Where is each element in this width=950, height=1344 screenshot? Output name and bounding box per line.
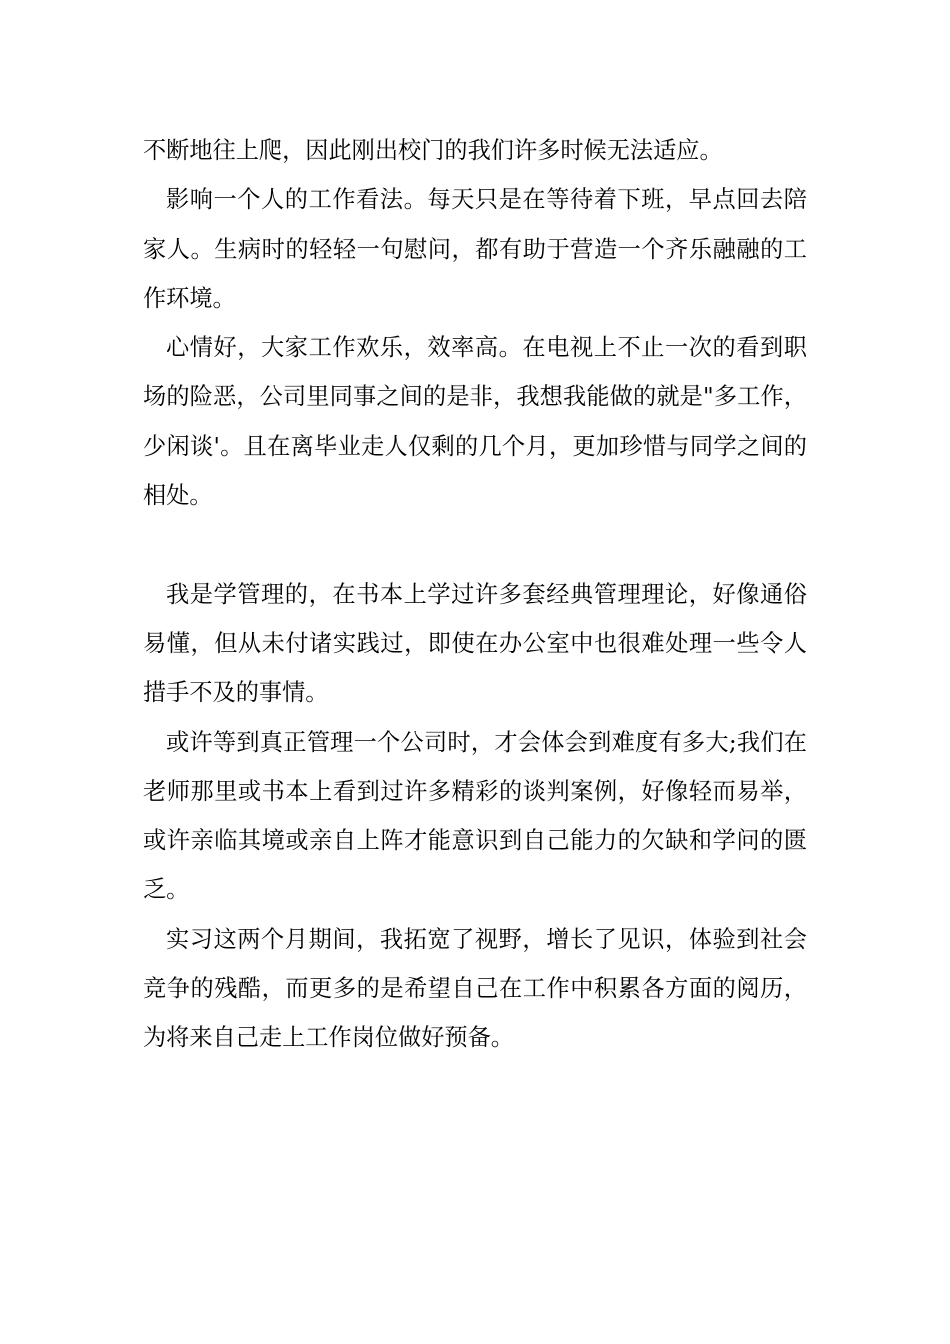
document-body xyxy=(143,126,807,1063)
paragraph-2: 影响一个人的工作看法。每天只是在等待着下班，早点回去陪家人。生病时的轻轻一句慰问，都有助于营造一个齐乐融融的工作环境。 xyxy=(143,186,807,312)
paragraph-3: 心情好，大家工作欢乐，效率高。在电视上不止一次的看到职场的险恶，公司里同事之间的是非，我想我能做的就是"多工作，少闲谈'。且在离毕业走人仅剩的几个月，更加珍惜与同学之间的相处。 xyxy=(143,334,807,510)
paragraph-1: 不断地往上爬，因此刚出校门的我们许多时候无法适应。 xyxy=(143,137,723,164)
paragraph-4: 我是学管理的，在书本上学过许多套经典管理理论，好像通俗易懂，但从未付诸实践过，即使在办公室中也很难处理一些令人措手不及的事情。 xyxy=(143,580,807,707)
paragraph-5: 或许等到真正管理一个公司时，才会体会到难度有多大;我们在老师那里或书本上看到过许多精彩的谈判案例，好像轻而易举，或许亲临其境或亲自上阵才能意识到自己能力的欠缺和学问的匮乏。 xyxy=(143,728,807,904)
blank-line xyxy=(143,520,807,569)
paragraph-6: 实习这两个月期间，我拓宽了视野，增长了见识，体验到社会竞争的残酷，而更多的是希望自己在工作中积累各方面的阅历，为将来自己走上工作岗位做好预备。 xyxy=(143,925,807,1052)
